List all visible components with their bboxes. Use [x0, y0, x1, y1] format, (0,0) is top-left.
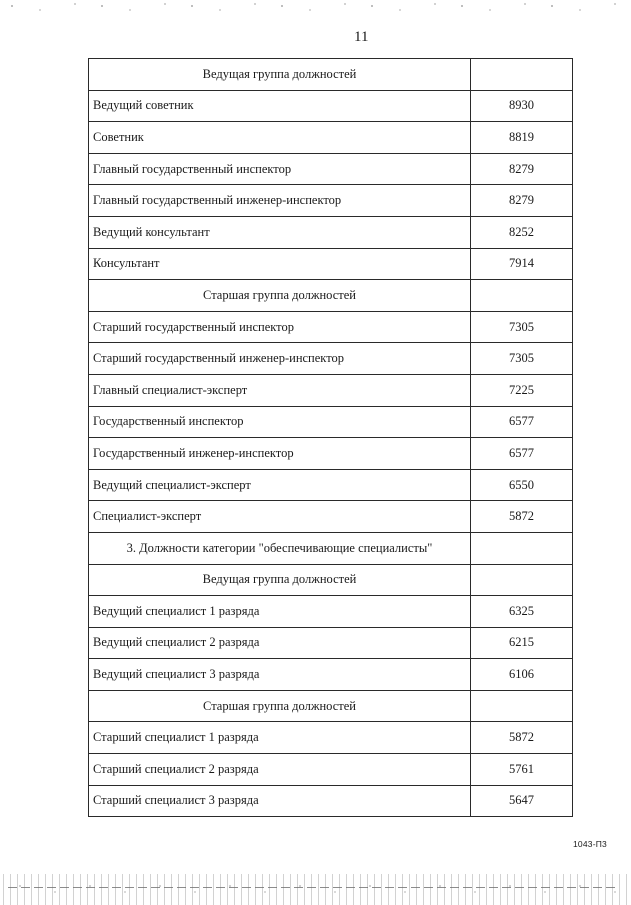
table-row: [89, 722, 573, 754]
table-row: [89, 501, 573, 533]
salary-value: 5872: [471, 722, 573, 754]
position-name: Старший государственный инспектор: [89, 311, 471, 343]
table-group-row: [89, 564, 573, 596]
salary-value: [471, 564, 573, 596]
salary-value: 7305: [471, 311, 573, 343]
salary-value: 8930: [471, 90, 573, 122]
table-group-row: [89, 280, 573, 312]
salary-value: [471, 280, 573, 312]
position-name: Советник: [89, 122, 471, 154]
table-row: [89, 438, 573, 470]
position-name: Государственный инженер-инспектор: [89, 438, 471, 470]
table-row: [89, 185, 573, 217]
group-heading: 3. Должности категории "обеспечивающие специалисты": [89, 532, 471, 564]
position-name: Главный государственный инспектор: [89, 153, 471, 185]
table-row: [89, 754, 573, 786]
position-name: Старший специалист 3 разряда: [89, 785, 471, 817]
table-row: [89, 216, 573, 248]
table-row: [89, 343, 573, 375]
position-name: Старший специалист 1 разряда: [89, 722, 471, 754]
table-group-row: [89, 532, 573, 564]
table-group-row: [89, 690, 573, 722]
position-name: Ведущий специалист 3 разряда: [89, 659, 471, 691]
group-heading: Старшая группа должностей: [89, 690, 471, 722]
salary-value: 8279: [471, 153, 573, 185]
position-name: Главный государственный инженер-инспектор: [89, 185, 471, 217]
position-name: Государственный инспектор: [89, 406, 471, 438]
salary-table: [88, 58, 573, 817]
group-heading: Старшая группа должностей: [89, 280, 471, 312]
table-row: [89, 785, 573, 817]
salary-value: [471, 532, 573, 564]
position-name: Консультант: [89, 248, 471, 280]
salary-value: 7914: [471, 248, 573, 280]
document-code: 1043-П3: [573, 839, 607, 849]
position-name: Ведущий советник: [89, 90, 471, 122]
salary-value: 5761: [471, 754, 573, 786]
salary-value: 8279: [471, 185, 573, 217]
salary-value: 6106: [471, 659, 573, 691]
table-row: [89, 469, 573, 501]
position-name: Ведущий специалист 2 разряда: [89, 627, 471, 659]
position-name: Ведущий специалист-эксперт: [89, 469, 471, 501]
salary-value: 6577: [471, 438, 573, 470]
salary-value: 6325: [471, 596, 573, 628]
salary-value: 6550: [471, 469, 573, 501]
group-heading: Ведущая группа должностей: [89, 59, 471, 91]
scan-edge-line: [8, 887, 618, 888]
position-name: Главный специалист-эксперт: [89, 374, 471, 406]
position-name: Специалист-эксперт: [89, 501, 471, 533]
salary-value: 6577: [471, 406, 573, 438]
salary-table-body: [89, 59, 573, 817]
salary-value: [471, 59, 573, 91]
table-row: [89, 596, 573, 628]
salary-value: 5647: [471, 785, 573, 817]
salary-value: 7305: [471, 343, 573, 375]
position-name: Ведущий специалист 1 разряда: [89, 596, 471, 628]
table-row: [89, 90, 573, 122]
page-number: 11: [354, 29, 369, 45]
table-row: [89, 374, 573, 406]
table-group-row: [89, 59, 573, 91]
salary-value: 8252: [471, 216, 573, 248]
table-row: [89, 659, 573, 691]
table-row: [89, 627, 573, 659]
position-name: Ведущий консультант: [89, 216, 471, 248]
salary-value: 7225: [471, 374, 573, 406]
position-name: Старший специалист 2 разряда: [89, 754, 471, 786]
table-row: [89, 122, 573, 154]
salary-value: 5872: [471, 501, 573, 533]
position-name: Старший государственный инженер-инспектор: [89, 343, 471, 375]
salary-value: 6215: [471, 627, 573, 659]
scan-noise-top: [0, 0, 631, 16]
table-row: [89, 248, 573, 280]
salary-value: [471, 690, 573, 722]
table-row: [89, 153, 573, 185]
table-row: [89, 406, 573, 438]
scan-noise-bottom: [0, 874, 631, 905]
table-row: [89, 311, 573, 343]
salary-value: 8819: [471, 122, 573, 154]
group-heading: Ведущая группа должностей: [89, 564, 471, 596]
